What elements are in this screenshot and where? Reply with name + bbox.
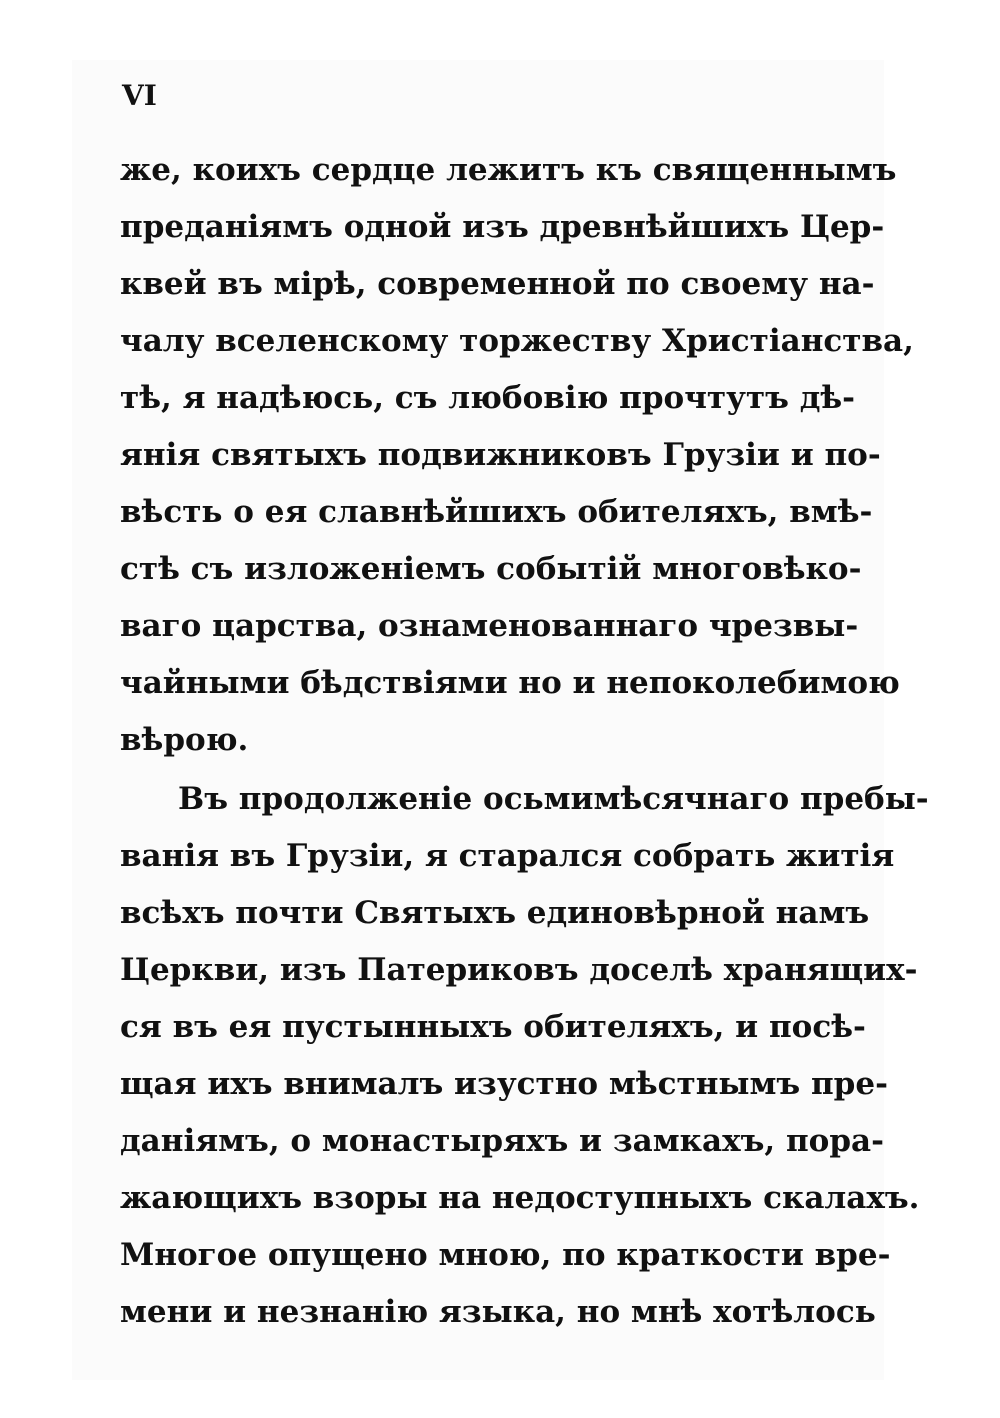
text-line: ваго царства, ознаменованнаго чрезвы- — [120, 608, 859, 644]
text-line: янія святыхъ подвижниковъ Грузіи и по- — [120, 437, 881, 473]
text-line: вѣсть о ея славнѣйшихъ обителяхъ, вмѣ- — [120, 494, 873, 530]
text-line: жающихъ взоры на недоступныхъ скалахъ. — [120, 1180, 920, 1216]
text-line: Въ продолженіе осьмимѣсячнаго пребы- — [178, 781, 929, 817]
text-line: даніямъ, о монастыряхъ и замкахъ, пора- — [120, 1123, 884, 1159]
text-line: вѣрою. — [120, 722, 249, 758]
text-line: стѣ съ изложеніемъ событій многовѣко- — [120, 551, 862, 587]
page-number: VI — [122, 79, 157, 112]
text-line: чайными бѣдствіями но и непоколебимою — [120, 665, 900, 701]
text-line: ванія въ Грузіи, я старался собрать житія — [120, 838, 895, 874]
text-line: щая ихъ внималъ изустно мѣстнымъ пре- — [120, 1066, 888, 1102]
text-line: Многое опущено мною, по краткости вре- — [120, 1237, 891, 1273]
text-line: чалу вселенскому торжеству Христіанства, — [120, 323, 914, 359]
text-line: преданіямъ одной изъ древнѣйшихъ Цер- — [120, 209, 885, 245]
text-line: же, коихъ сердце лежитъ къ священнымъ — [120, 152, 897, 188]
text-line: тѣ, я надѣюсь, съ любовію прочтутъ дѣ- — [120, 380, 856, 416]
text-line: мени и незнанію языка, но мнѣ хотѣлось — [120, 1294, 876, 1330]
text-line: всѣхъ почти Святыхъ единовѣрной намъ — [120, 895, 870, 931]
text-line: квей въ мірѣ, современной по своему на- — [120, 266, 875, 302]
text-line: Церкви, изъ Патериковъ доселѣ хранящих- — [120, 952, 918, 988]
text-line: ся въ ея пустынныхъ обителяхъ, и посѣ- — [120, 1009, 866, 1045]
